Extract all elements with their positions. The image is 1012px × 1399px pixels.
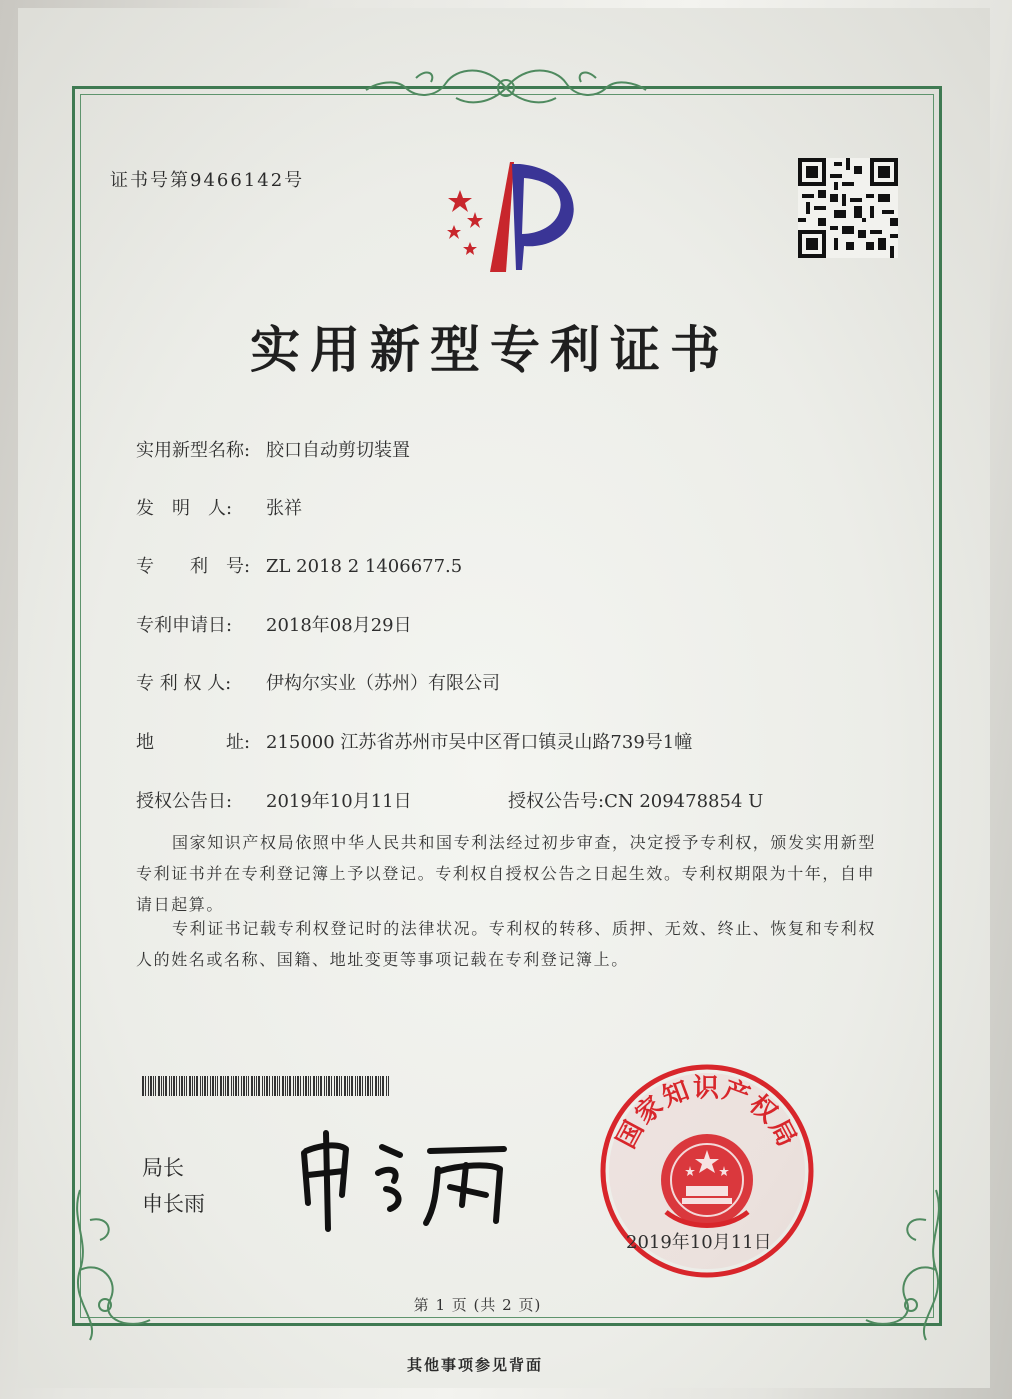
field-patent-number: [136, 552, 462, 578]
field-value: 2018年08月29日: [266, 615, 412, 636]
field-value: ZL 2018 2 1406677.5: [266, 556, 463, 577]
field-label: 授权公告日:: [136, 791, 233, 812]
certificate-number: 证书号第9466142号: [110, 170, 305, 191]
field-application-date: [136, 611, 412, 637]
field-inventor: [136, 494, 302, 520]
field-label: 专利申请日:: [136, 615, 233, 636]
field-value: 2019年10月11日: [266, 791, 412, 812]
field-address: [136, 728, 692, 754]
field-value: 215000 江苏省苏州市吴中区胥口镇灵山路739号1幢: [266, 732, 693, 753]
handwritten-signature: [290, 1125, 520, 1235]
national-emblem-icon: [661, 1134, 753, 1226]
field-value: CN 209478854 U: [604, 791, 764, 812]
bottom-right-ornament-icon: [836, 1180, 956, 1350]
field-value: 胶口自动剪切装置: [266, 440, 410, 461]
body-paragraph-1: 国家知识产权局依照中华人民共和国专利法经过初步审查，决定授予专利权，颁发实用新型专利证书并在专利登记簿上予以登记。专利权自授权公告之日起生效。专利权期限为十年，自申请日起算。: [136, 833, 877, 914]
field-label: 发 明 人:: [136, 498, 233, 519]
svg-text:国家知识产权局: 国家知识产权局: [611, 1073, 803, 1154]
field-label: 专 利 号:: [136, 556, 251, 577]
field-label: 专 利 权 人:: [136, 673, 232, 694]
field-grant-number: [508, 787, 763, 813]
field-value: 张祥: [266, 498, 302, 519]
seal-date: 2019年10月11日: [626, 1232, 772, 1253]
field-label: 地 址:: [136, 732, 251, 753]
barcode-icon: [142, 1076, 390, 1096]
field-value: 伊构尔实业（苏州）有限公司: [266, 673, 500, 694]
page-indicator: 第 1 页 (共 2 页): [413, 1296, 542, 1314]
field-grant-date: [136, 787, 412, 813]
field-label: 实用新型名称:: [136, 440, 251, 461]
document-title: 实用新型专利证书: [250, 321, 730, 379]
cnipa-logo-icon: [430, 150, 600, 280]
field-label: 授权公告号:: [508, 791, 605, 812]
footer-note: 其他事项参见背面: [406, 1356, 543, 1374]
field-model-name: [136, 436, 410, 462]
field-patentee: [136, 669, 500, 695]
qr-code-icon: [798, 158, 898, 258]
top-ornament-icon: [356, 58, 656, 118]
signatory-title: 局长: [142, 1156, 184, 1180]
signatory-name: 申长雨: [142, 1192, 205, 1216]
body-paragraph-2: 专利证书记载专利权登记时的法律状况。专利权的转移、质押、无效、终止、恢复和专利权人的姓名或名称、国籍、地址变更等事项记载在专利登记簿上。: [136, 919, 877, 969]
